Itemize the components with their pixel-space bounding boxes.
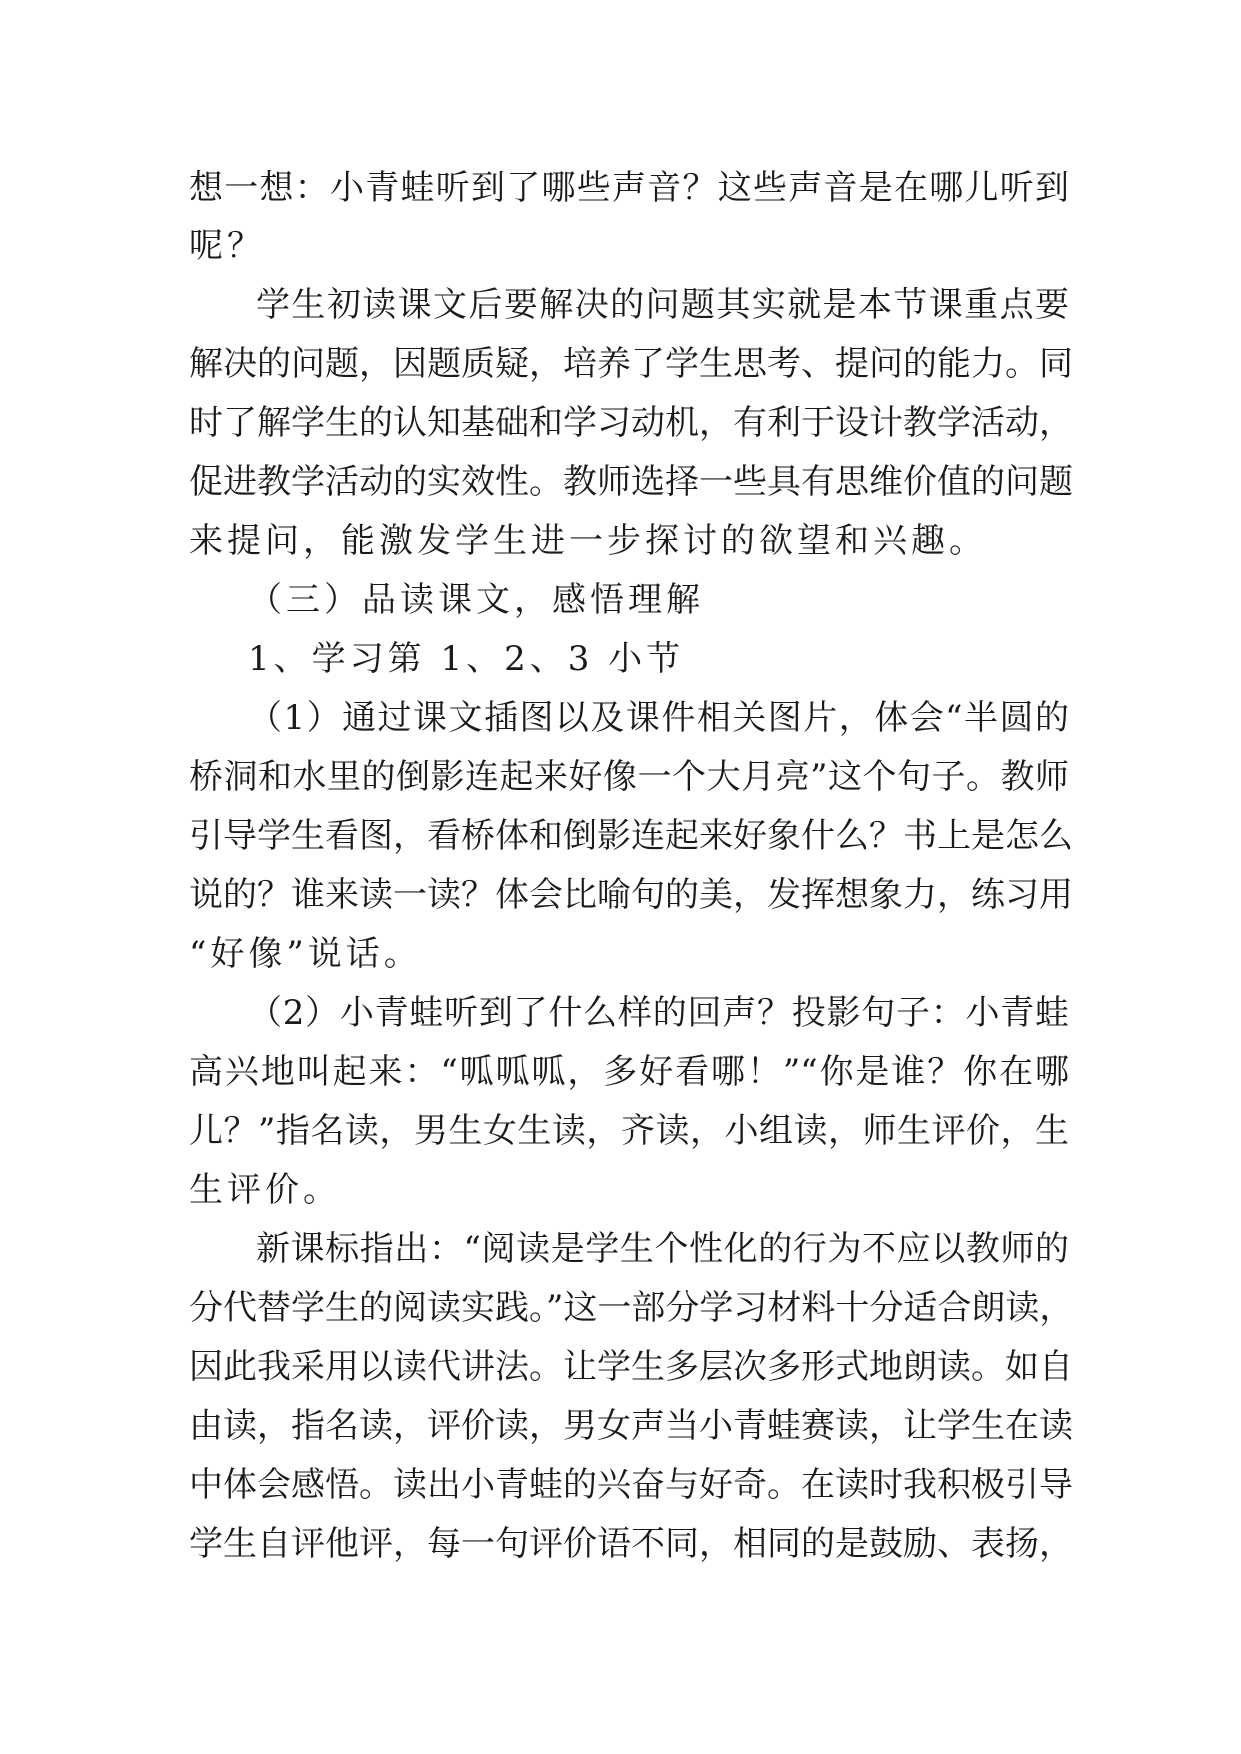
paragraph-line: 想一想：小青蛙听到了哪些声音？这些声音是在哪儿听到: [189, 168, 1069, 208]
paragraph-line: 桥洞和水里的倒影连起来好像一个大月亮”这个句子。教师: [189, 757, 1069, 797]
section-heading: （三）品读课文，感悟理解: [248, 580, 704, 620]
paragraph-line: 新课标指出：“阅读是学生个性化的行为不应以教师的: [256, 1229, 1069, 1269]
paragraph-line: （2）小青蛙听到了什么样的回声？投影句子：小青蛙: [248, 993, 1069, 1033]
paragraph-line: 来提问，能激发学生进一步探讨的欲望和兴趣。: [189, 521, 987, 561]
paragraph-line: 促进教学活动的实效性。教师选择一些具有思维价值的问题: [189, 462, 1073, 502]
paragraph-line: 儿？”指名读，男生女生读，齐读，小组读，师生评价，生: [189, 1111, 1069, 1151]
paragraph-line: 呢？: [189, 226, 265, 266]
paragraph-line: （1）通过课文插图以及课件相关图片，体会“半圆的: [248, 698, 1069, 738]
paragraph-line: 中体会感悟。读出小青蛙的兴奋与好奇。在读时我积极引导: [189, 1465, 1073, 1505]
paragraph-line: 说的？谁来读一读？体会比喻句的美，发挥想象力，练习用: [189, 875, 1073, 915]
paragraph-line: 分代替学生的阅读实践。”这一部分学习材料十分适合朗读，: [189, 1288, 1074, 1328]
paragraph-line: 时了解学生的认知基础和学习动机，有利于设计教学活动，: [189, 403, 1073, 443]
paragraph-line: “好像”说话。: [189, 934, 422, 974]
subsection-heading: 1、学习第 1、2、3 小节: [248, 639, 685, 679]
paragraph-line: 学生自评他评，每一句评价语不同，相同的是鼓励、表扬，: [189, 1524, 1073, 1564]
paragraph-line: 引导学生看图，看桥体和倒影连起来好象什么？书上是怎么: [189, 816, 1073, 856]
paragraph-line: 由读，指名读，评价读，男女声当小青蛙赛读，让学生在读: [189, 1406, 1073, 1446]
paragraph-line: 解决的问题，因题质疑，培养了学生思考、提问的能力。同: [189, 344, 1073, 384]
paragraph-line: 学生初读课文后要解决的问题其实就是本节课重点要: [256, 285, 1069, 325]
paragraph-line: 因此我采用以读代讲法。让学生多层次多形式地朗读。如自: [189, 1347, 1073, 1387]
paragraph-line: 生评价。: [189, 1170, 341, 1210]
paragraph-line: 高兴地叫起来：“呱呱呱，多好看哪！”“你是谁？你在哪: [189, 1052, 1069, 1092]
